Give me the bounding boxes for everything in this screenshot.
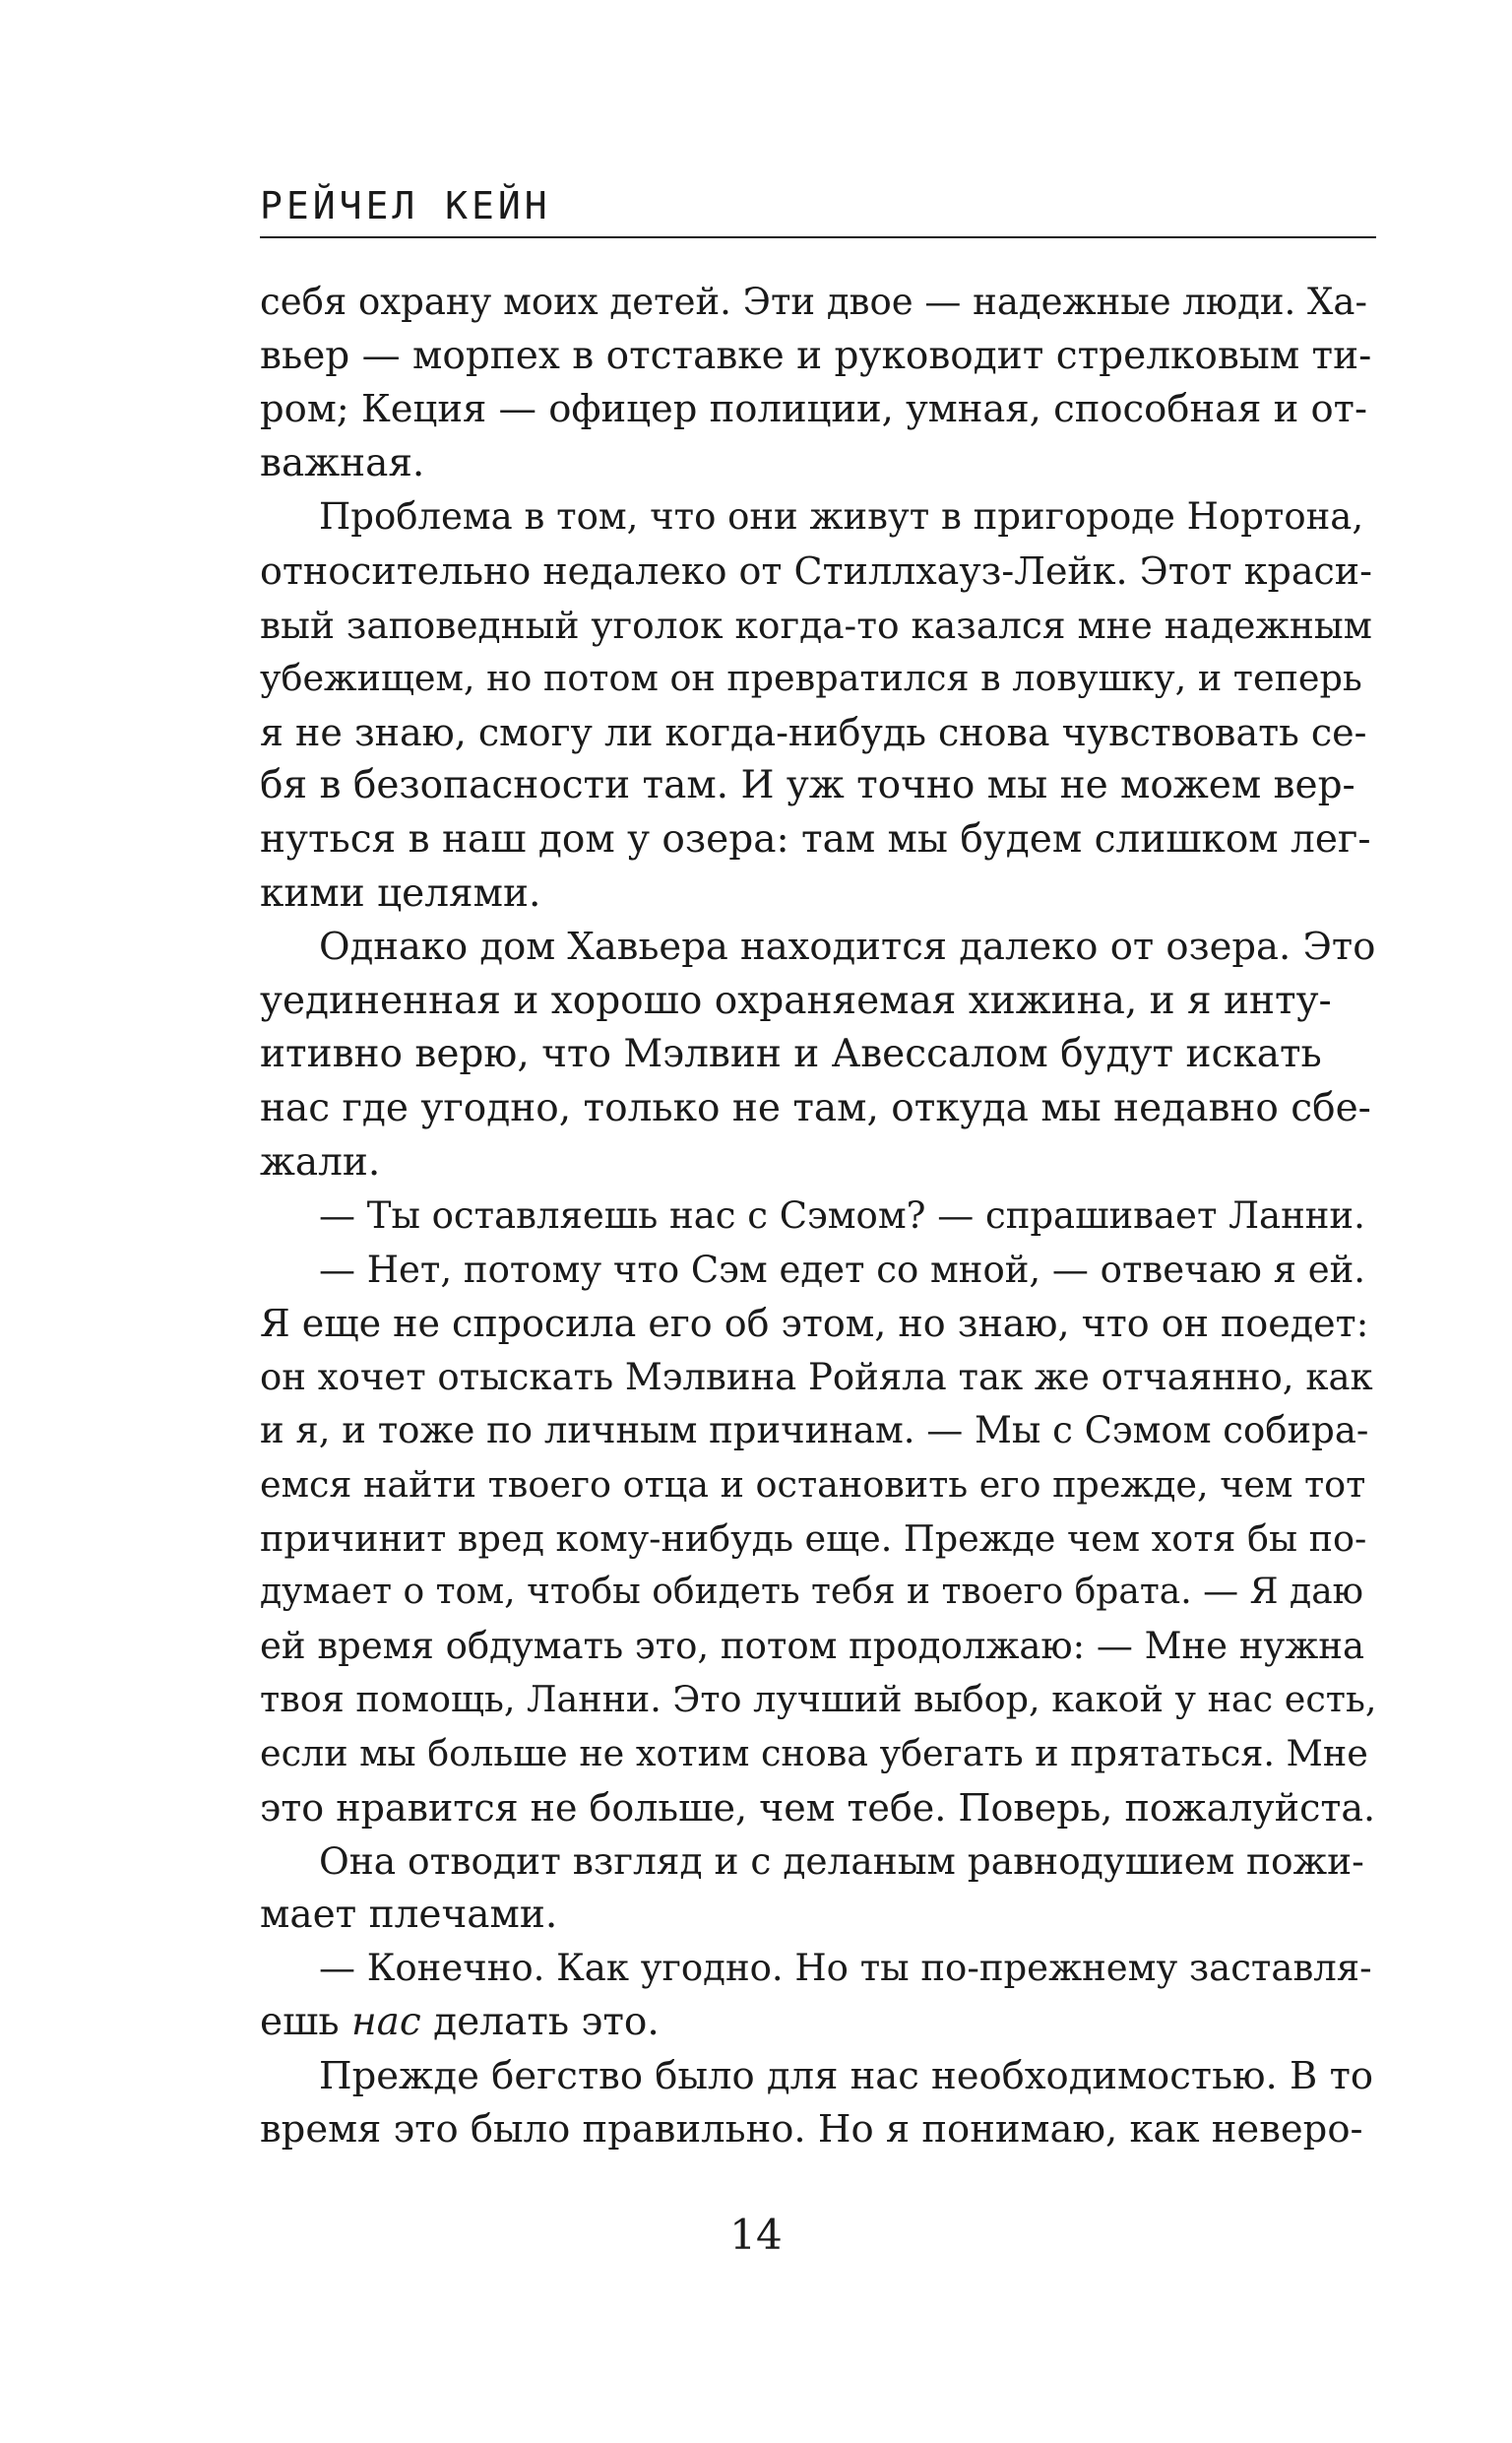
text-line: емся найти твоего отца и остановить его прежде, чем тот <box>260 1463 1366 1507</box>
text-line: убежищем, но потом он превратился в ловушку, и теперь <box>260 657 1362 700</box>
text-line: это нравится не больше, чем тебе. Поверь, пожалуйста. <box>260 1785 1376 1830</box>
text-line: относительно недалеко от Стиллхауз-Лейк. Этот краси- <box>260 548 1372 593</box>
emphasis: нас <box>350 2000 421 2044</box>
text-line: — Ты оставляешь нас с Сэмом? — спрашивает Ланни. <box>319 1194 1365 1238</box>
page-number: 14 <box>729 2211 783 2259</box>
text-line: Она отводит взгляд и с деланым равнодушием пожи- <box>319 1839 1364 1884</box>
text-line: время это было правильно. Но я понимаю, как неверо- <box>260 2107 1363 2153</box>
text-line: себя охрану моих детей. Эти двое — надежные люди. Ха- <box>260 281 1367 323</box>
text-line: — Нет, потому что Сэм едет со мной, — отвечаю я ей. <box>319 1248 1366 1291</box>
text-line: думает о том, чтобы обидеть тебя и твоего брата. — Я даю <box>260 1572 1364 1613</box>
text-line: если мы больше не хотим снова убегать и прятаться. Мне <box>260 1732 1368 1775</box>
text-line: Прежде бегство было для нас необходимостью. В то <box>319 2053 1374 2098</box>
text-line: ей время обдумать это, потом продолжаю: — Мне нужна <box>260 1624 1365 1667</box>
text-line: вьер — морпех в отставке и руководит стрелковым ти- <box>260 333 1372 378</box>
text-line: ром; Кеция — офицер полиции, умная, способная и от- <box>260 387 1367 432</box>
running-head: РЕЙЧЕЛ КЕЙН <box>260 184 551 227</box>
text-line: уединенная и хорошо охраняемая хижина, и я инту- <box>260 978 1332 1023</box>
text-line: нуться в наш дом у озера: там мы будем слишком лег- <box>260 816 1371 862</box>
text-line: Однако дом Хавьера находится далеко от озера. Это <box>319 925 1376 970</box>
text-line: я не знаю, смогу ли когда-нибудь снова чувствовать се- <box>260 710 1367 754</box>
text-line: итивно верю, что Мэлвин и Авессалом будут искать <box>260 1032 1322 1077</box>
text-line: и я, и тоже по личным причинам. — Мы с Сэмом собира- <box>260 1409 1369 1452</box>
text-line: нас где угодно, только не там, откуда мы недавно сбе- <box>260 1085 1371 1130</box>
text-line: он хочет отыскать Мэлвина Ройяла так же отчаянно, как <box>260 1355 1373 1398</box>
text-line: вый заповедный уголок когда-то казался мне надежным <box>260 603 1372 647</box>
text-line: Проблема в том, что они живут в пригороде Нортона, <box>319 495 1364 539</box>
text-line: ешь нас делать это. <box>260 2000 660 2044</box>
text-line: кими целями. <box>260 870 541 916</box>
body-text <box>260 276 1376 2157</box>
text-line: Я еще не спросила его об этом, но знаю, что он поедет: <box>260 1302 1369 1346</box>
header-rule <box>260 236 1376 238</box>
text-line: бя в безопасности там. И уж точно мы не можем вер- <box>260 763 1355 808</box>
text-line: жали. <box>260 1139 381 1185</box>
text-line: твоя помощь, Ланни. Это лучший выбор, какой у нас есть, <box>260 1678 1376 1721</box>
text-line: причинит вред кому-нибудь еще. Прежде чем хотя бы по- <box>260 1516 1367 1560</box>
text-line: мает плечами. <box>260 1892 558 1937</box>
text-line: — Конечно. Как угодно. Но ты по-прежнему заставля- <box>319 1947 1372 1990</box>
text-line: важная. <box>260 440 425 485</box>
